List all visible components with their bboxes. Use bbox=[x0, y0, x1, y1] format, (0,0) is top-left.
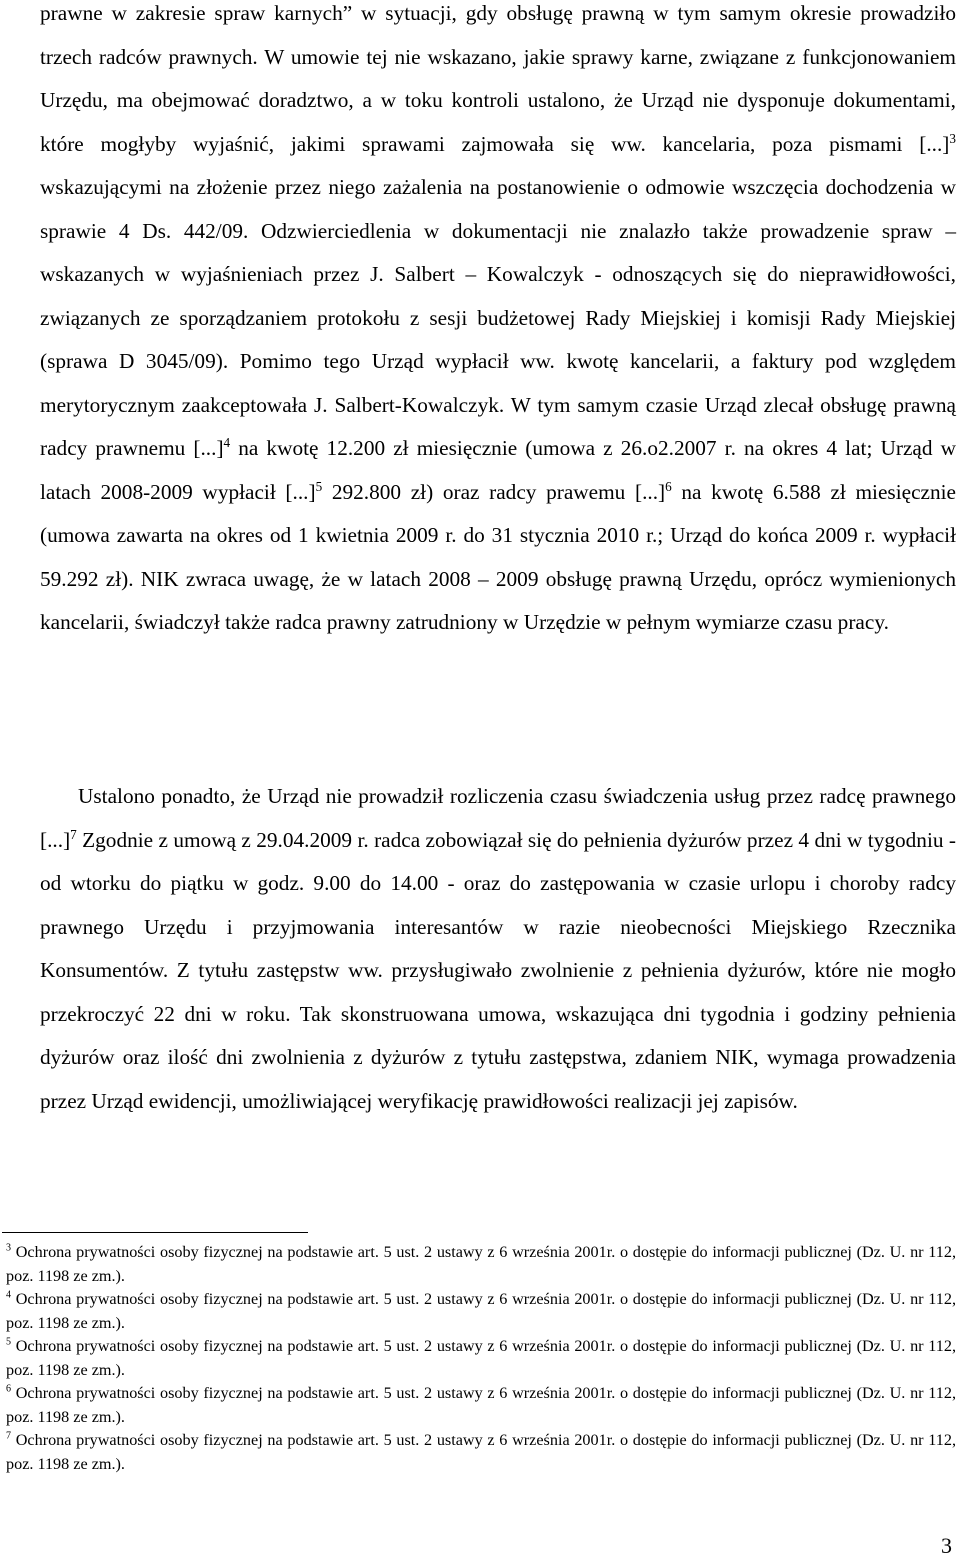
footnote-number: 7 bbox=[6, 1430, 12, 1442]
footnote-number: 3 bbox=[6, 1242, 12, 1254]
paragraph-segment: 292.800 zł) oraz radcy prawemu [...] bbox=[322, 479, 666, 504]
footnote-text: Ochrona prywatności osoby fizycznej na podstawie art. 5 ust. 2 ustawy z 6 września 2001r. o dostępie do informacji publicznej (Dz. U. nr 112, poz. 1198 ze zm.). bbox=[6, 1337, 956, 1379]
footnote-ref-3[interactable]: 3 bbox=[949, 130, 956, 146]
footnote-ref-4[interactable]: 4 bbox=[223, 434, 231, 450]
footnote-6 bbox=[6, 1382, 956, 1429]
footnote-text: Ochrona prywatności osoby fizycznej na podstawie art. 5 ust. 2 ustawy z 6 września 2001r. o dostępie do informacji publicznej (Dz. U. nr 112, poz. 1198 ze zm.). bbox=[6, 1384, 956, 1426]
body-paragraph-2 bbox=[40, 775, 956, 1123]
paragraph-segment: Ustalono ponadto, że Urząd nie prowadził rozliczenia czasu świadczenia usług przez radcę prawnego [...] bbox=[40, 784, 956, 852]
footnote-3 bbox=[6, 1241, 956, 1288]
footnote-number: 5 bbox=[6, 1336, 12, 1348]
paragraph-segment: wskazującymi na złożenie przez niego zażalenia na postanowienie o odmowie wszczęcia dochodzenia w sprawie 4 Ds. 442/09. Odzwierciedlenia w dokumentacji nie znalazło także prowadzenie spraw – wskazanych w wyjaśnieniach przez J. Salbert – Kowalczyk - odnoszących się do nieprawidłowości, związanych ze sporządzaniem protokołu z sesji budżetowej Rady Miejskiej i komisji Rady Miejskiej (sprawa D 3045/09). Pomimo tego Urząd wypłacił ww. kwotę kancelarii, a faktury pod względem merytorycznym zaakceptowała J. Salbert-Kowalczyk. W tym samym czasie Urząd zlecał obsługę prawną radcy prawnemu [...] bbox=[40, 175, 956, 460]
footnote-number: 6 bbox=[6, 1383, 12, 1395]
body-paragraph-1 bbox=[40, 0, 956, 645]
footnotes bbox=[6, 1241, 956, 1476]
footnote-4 bbox=[6, 1288, 956, 1335]
footnote-5 bbox=[6, 1335, 956, 1382]
paragraph-segment: prawne w zakresie spraw karnych” w sytuacji, gdy obsługę prawną w tym samym okresie prowadziło trzech radców prawnych. W umowie tej nie wskazano, jakie sprawy karne, związane z funkcjonowaniem Urzędu, ma obejmować doradztwo, a w toku kontroli ustalono, że Urząd nie dysponuje dokumentami, które mogłyby wyjaśnić, jakimi sprawami zajmowała się ww. kancelaria, poza pismami [...] bbox=[40, 1, 956, 156]
footnote-text: Ochrona prywatności osoby fizycznej na podstawie art. 5 ust. 2 ustawy z 6 września 2001r. o dostępie do informacji publicznej (Dz. U. nr 112, poz. 1198 ze zm.). bbox=[6, 1243, 956, 1285]
paragraph-segment: na kwotę 12.200 zł miesięcznie (umowa z 26.o2.2007 r. na okres 4 lat; Urząd w latach 2008-2009 wypłacił [...] bbox=[40, 436, 956, 504]
footnote-text: Ochrona prywatności osoby fizycznej na podstawie art. 5 ust. 2 ustawy z 6 września 2001r. o dostępie do informacji publicznej (Dz. U. nr 112, poz. 1198 ze zm.). bbox=[6, 1290, 956, 1332]
footnote-ref-5[interactable]: 5 bbox=[315, 478, 323, 494]
footnote-ref-7[interactable]: 7 bbox=[70, 826, 77, 842]
footnote-separator bbox=[2, 1232, 308, 1233]
paragraph-segment: na kwotę 6.588 zł miesięcznie (umowa zawarta na okres od 1 kwietnia 2009 r. do 31 stycznia 2010 r.; Urząd do końca 2009 r. wypłacił 59.292 zł). NIK zwraca uwagę, że w latach 2008 – 2009 obsługę prawną Urzędu, oprócz wymienionych kancelarii, świadczył także radca prawny zatrudniony w Urzędzie w pełnym wymiarze czasu pracy. bbox=[40, 479, 956, 634]
footnote-text: Ochrona prywatności osoby fizycznej na podstawie art. 5 ust. 2 ustawy z 6 września 2001r. o dostępie do informacji publicznej (Dz. U. nr 112, poz. 1198 ze zm.). bbox=[6, 1431, 956, 1473]
footnote-ref-6[interactable]: 6 bbox=[665, 478, 672, 494]
footnote-number: 4 bbox=[6, 1289, 12, 1301]
paragraph-segment: Zgodnie z umową z 29.04.2009 r. radca zobowiązał się do pełnienia dyżurów przez 4 dni w tygodniu - od wtorku do piątku w godz. 9.00 do 14.00 - oraz do zastępowania w czasie urlopu i choroby radcy prawnego Urzędu i przyjmowania interesantów w razie nieobecności Miejskiego Rzecznika Konsumentów. Z tytułu zastępstw ww. przysługiwało zwolnienie z pełnienia dyżurów, które nie mogło przekroczyć 22 dni w roku. Tak skonstruowana umowa, wskazująca dni tygodnia i godziny pełnienia dyżurów oraz ilość dni zwolnienia z dyżurów z tytułu zastępstwa, zdaniem NIK, wymaga prowadzenia przez Urząd ewidencji, umożliwiającej weryfikację prawidłowości realizacji jej zapisów. bbox=[40, 827, 956, 1113]
page-number: 3 bbox=[941, 1533, 952, 1558]
footnote-7 bbox=[6, 1429, 956, 1476]
